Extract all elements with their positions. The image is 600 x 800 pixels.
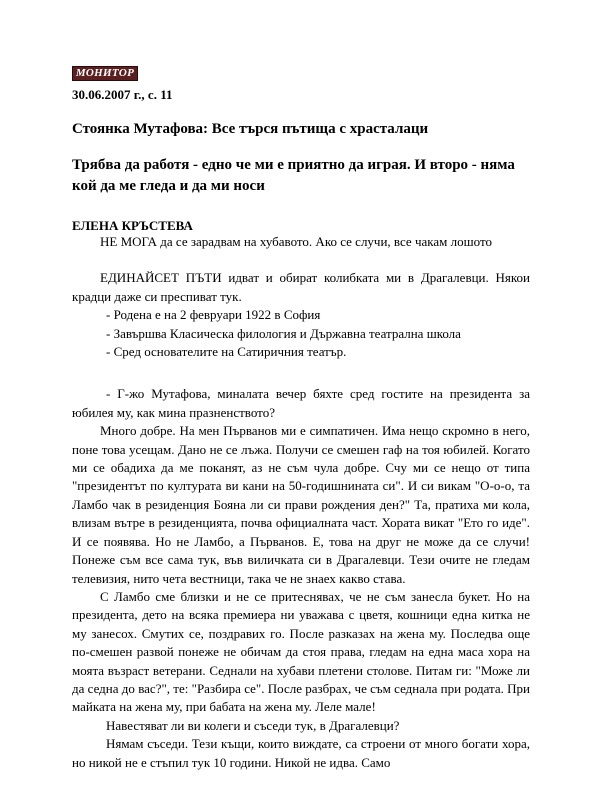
interview-answer: Нямам съседи. Тези къщи, които виждате, са строени от много богати хора, но никой не е стъпил тук 10 години. Никой не идва. Само (72, 736, 530, 770)
interview-question: Навестяват ли ви колеги и съседи тук, в Драгалевци? (106, 717, 400, 733)
article-title: Стоянка Мутафова: Все търся пътища с храсталаци (72, 121, 429, 137)
newspaper-logo: МОНИТОР (72, 66, 138, 81)
interview-answer: С Ламбо сме близки и не се притеснявах, че не съм занесла букет. Но на президента, дето на всяка премиера ни уважава с цветя, кошници една китка не му занесох. Смутих се, поздравих го. После разказах на жена му. Последва още по-смешен развой понеже не обичам да стоя права, гледам на една маса хора на моята възраст ветерани. Седнали на хубави плетени столове. Питам ги: "Може ли да седна до вас?", те: "Разбира се". После разбрах, че съм седнала при родата. При майката на жена му, при бабата на жена му. Леле мале! (72, 588, 530, 715)
bio-bullet: - Сред основателите на Сатиричния театър. (106, 344, 347, 360)
article-subtitle: Трябва да работя - едно че ми е приятно да играя. И второ - няма кой да ме гледа и да ми носи (72, 157, 515, 194)
paragraph: ЕДИНАЙСЕТ ПЪТИ идват и обират колибката ми в Драгалевци. Някои крадци даже си преспиват тук. (72, 270, 530, 304)
bio-bullet: - Завършва Класическа филология и Държавна театрална школа (106, 325, 461, 341)
interview-question: - Г-жо Мутафова, миналата вечер бяхте сред гостите на президента за юбилея му, как мина празненството? (72, 386, 530, 420)
interview-answer: Много добре. На мен Първанов ми е симпатичен. Има нещо скромно в него, поне това усещам. Дано не се лъжа. Получи се смешен гаф на тоя юбилей. Когато ми се обадиха да ме поканят, аз не съм чула добре. Счу ми се нещо от типа "президентът по културата ви кани на 50-годишнината си". И си викам "О-о-о, та Ламбо чак в резиденция Бояна ли си прави рождения ден?" Та, пратиха ми кола, влизам вътре в резиденцията, почва официалната част. Хората викат "Ето го иде". И се появява. Но не Ламбо, а Първанов. Е, това на друг не може да се случи! Понеже съм все сама тук, във виличката си в Драгалевци. Тези очите не гледам телевизия, нито чета вестници, така че не знаех какво става. (72, 423, 530, 586)
bio-bullet: - Родена е на 2 февруари 1922 в София (106, 307, 321, 323)
article-author: ЕЛЕНА КРЪСТЕВА (72, 218, 193, 233)
article-lead: НЕ МОГА да се зарадвам на хубавото. Ако се случи, все чакам лошото (100, 234, 492, 249)
publication-date: 30.06.2007 г., с. 11 (72, 87, 173, 102)
article-body (72, 233, 530, 772)
